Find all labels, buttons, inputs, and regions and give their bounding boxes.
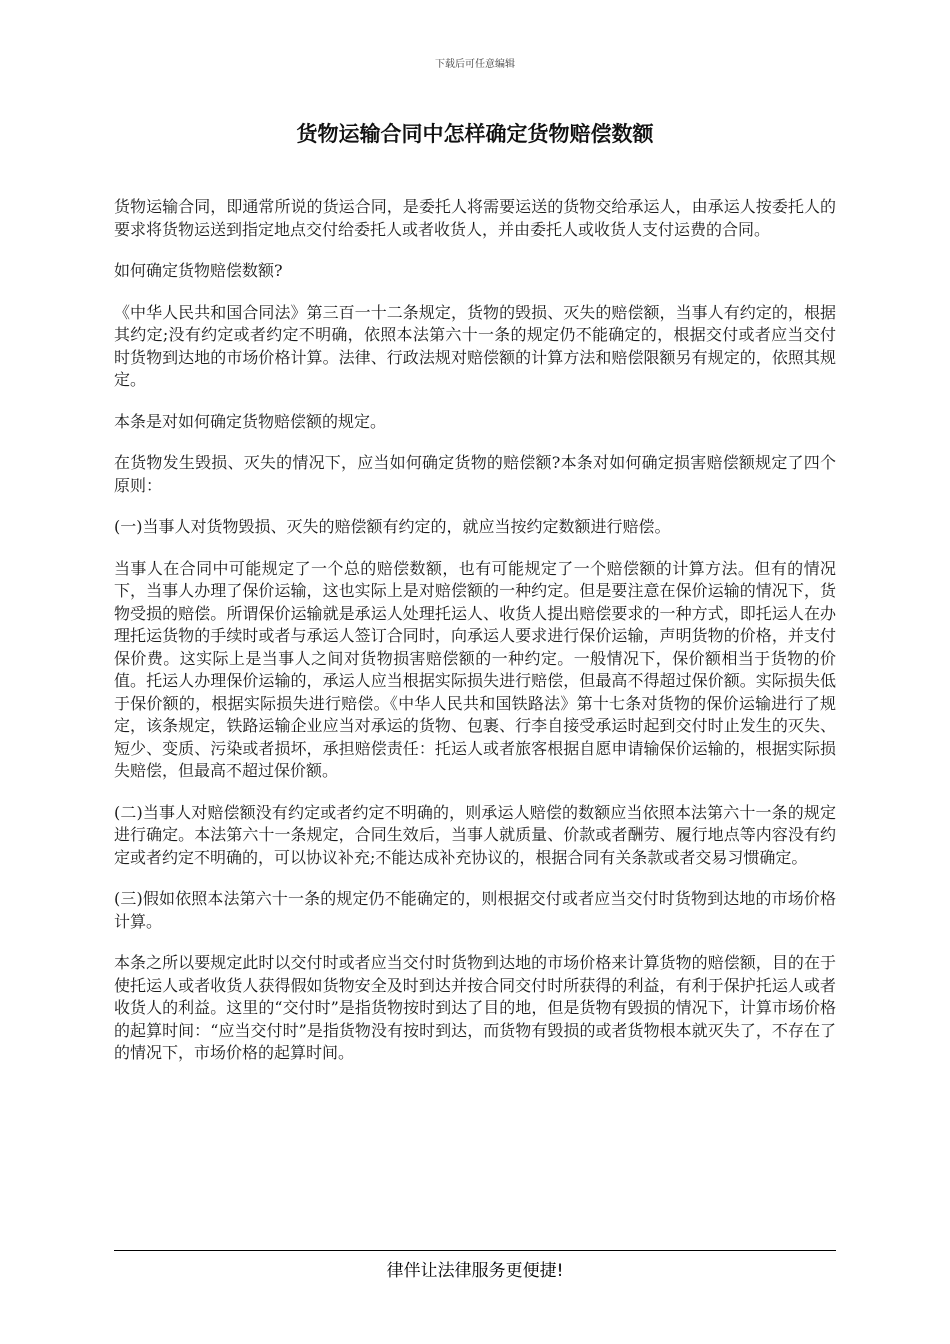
header-note: 下载后可任意编辑: [435, 59, 515, 70]
paragraph-principle-two: (二)当事人对赔偿额没有约定或者约定不明确的，则承运人赔偿的数额应当依照本法第六十一条的规定进行确定。本法第六十一条规定，合同生效后，当事人就质量、价款或者酬劳、履行地点等内容没有约定或者约定不明确的，可以协议补充;不能达成补充协议的，根据合同有关条款或者交易习惯确定。: [114, 802, 836, 867]
paragraph-question: 如何确定货物赔偿数额?: [114, 261, 283, 280]
document-title: 货物运输合同中怎样确定货物赔偿数额: [296, 122, 654, 146]
paragraph-market-price: 本条之所以要规定此时以交付时或者应当交付时货物到达地的市场价格来计算货物的赔偿额，目的在于使托运人或者收货人获得假如货物安全及时到达并按合同交付时所获得的利益，有利于保护托运人或者收货人的利益。这里的“交付时”是指货物按时到达了目的地，但是货物有毁损的情况下，计算市场价格的起算时间：“应当交付时”是指货物没有按时到达，而货物有毁损的或者货物根本就灭失了，不存在了的情况下，市场价格的起算时间。: [114, 953, 836, 1062]
footer-divider: [114, 1250, 836, 1251]
paragraph-article-purpose: 本条是对如何确定货物赔偿额的规定。: [114, 411, 387, 431]
paragraph-principle-three: (三)假如依照本法第六十一条的规定仍不能确定的，则根据交付或者应当交付时货物到达地的市场价格计算。: [114, 889, 836, 931]
footer-slogan: 律伴让法律服务更便捷!: [386, 1261, 564, 1281]
paragraph-insured-transport: 当事人在合同中可能规定了一个总的赔偿数额，也有可能规定了一个赔偿额的计算方法。但有的情况下，当事人办理了保价运输，这也实际上是对赔偿额的一种约定。但是要注意在保价运输的情况下，货物受损的赔偿。所谓保价运输就是承运人处理托运人、收货人提出赔偿要求的一种方式，即托运人在办理托运货物的手续时或者与承运人签订合同时，向承运人要求进行保价运输，声明货物的价格，并支付保价费。这实际上是当事人之间对货物损害赔偿额的一种约定。一般情况下，保价额相当于货物的价值。托运人办理保价运输的，承运人应当根据实际损失进行赔偿，但最高不得超过保价额。实际损失低于保价额的，根据实际损失进行赔偿。《中华人民共和国铁路法》第十七条对货物的保价运输进行了规定，该条规定，铁路运输企业应当对承运的货物、包裹、行李自接受承运时起到交付时止发生的灭失、短少、变质、污染或者损坏，承担赔偿责任：托运人或者旅客根据自愿申请输保价运输的，根据实际损失赔偿，但最高不超过保价额。: [114, 558, 836, 780]
paragraph-principle-one: (一)当事人对货物毁损、灭失的赔偿额有约定的，就应当按约定数额进行赔偿。: [114, 517, 671, 536]
paragraph-principles-intro: 在货物发生毁损、灭失的情况下，应当如何确定货物的赔偿额?本条对如何确定损害赔偿额规定了四个原则：: [114, 453, 836, 495]
paragraph-definition: 货物运输合同，即通常所说的货运合同，是委托人将需要运送的货物交给承运人，由承运人按委托人的要求将货物运送到指定地点交付给委托人或者收货人，并由委托人或收货人支付运费的合同。: [114, 197, 836, 239]
document-body: [114, 196, 836, 1084]
paragraph-law-article: 《中华人民共和国合同法》第三百一十二条规定，货物的毁损、灭失的赔偿额，当事人有约定的，根据其约定;没有约定或者约定不明确，依照本法第六十一条的规定仍不能确定的，根据交付或者应当交付时货物到达地的市场价格计算。法律、行政法规对赔偿额的计算方法和赔偿限额另有规定的，依照其规定。: [114, 302, 836, 389]
